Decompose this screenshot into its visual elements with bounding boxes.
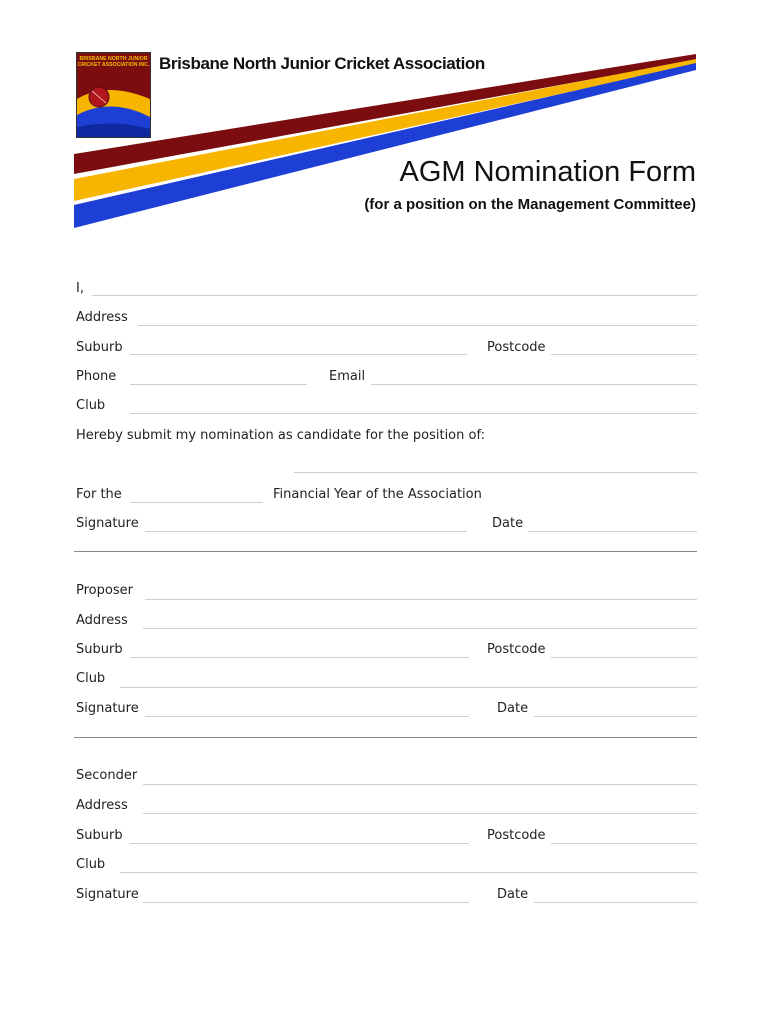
nominee-date-field[interactable] [528, 531, 697, 532]
seconder-suburb-label: Suburb [76, 828, 123, 843]
proposer-postcode-label: Postcode [487, 642, 546, 657]
phone-label: Phone [76, 369, 117, 384]
section-divider [74, 551, 697, 552]
i-label: I, [76, 281, 84, 296]
nominee-name-field[interactable] [92, 295, 697, 296]
for-the-label: For the [76, 487, 122, 502]
proposer-address-label: Address [76, 613, 128, 628]
seconder-postcode-field[interactable] [551, 843, 697, 844]
association-logo [76, 52, 151, 138]
seconder-date-field[interactable] [534, 902, 697, 903]
proposer-address-field[interactable] [143, 628, 697, 629]
nominee-signature-field[interactable] [145, 531, 467, 532]
email-label: Email [329, 369, 366, 384]
proposer-suburb-field[interactable] [130, 657, 469, 658]
nominee-suburb-field[interactable] [130, 354, 467, 355]
seconder-label: Seconder [76, 768, 138, 783]
nominee-phone-field[interactable] [130, 384, 307, 385]
seconder-club-label: Club [76, 857, 106, 872]
seconder-postcode-label: Postcode [487, 828, 546, 843]
seconder-name-field[interactable] [143, 784, 697, 785]
seconder-signature-label: Signature [76, 887, 139, 902]
nominee-club-field[interactable] [130, 413, 697, 414]
seconder-signature-field[interactable] [143, 902, 469, 903]
proposer-club-field[interactable] [120, 687, 697, 688]
logo-text: BRISBANE NORTH JUNIOR CRICKET ASSOCIATION INC. [77, 56, 150, 69]
nominee-address-field[interactable] [138, 325, 697, 326]
suburb-label: Suburb [76, 340, 123, 355]
proposer-label: Proposer [76, 583, 133, 598]
position-field[interactable] [294, 472, 697, 473]
nominee-postcode-field[interactable] [551, 354, 697, 355]
proposer-date-label: Date [497, 701, 529, 716]
club-label: Club [76, 398, 106, 413]
seconder-club-field[interactable] [120, 872, 697, 873]
date-label: Date [492, 516, 524, 531]
nomination-statement: Hereby submit my nomination as candidate for the position of: [76, 428, 485, 443]
seconder-address-field[interactable] [143, 813, 697, 814]
proposer-postcode-field[interactable] [551, 657, 697, 658]
proposer-signature-label: Signature [76, 701, 139, 716]
proposer-signature-field[interactable] [145, 716, 469, 717]
postcode-label: Postcode [487, 340, 546, 355]
page-title: AGM Nomination Form [399, 156, 696, 188]
seconder-address-label: Address [76, 798, 128, 813]
organization-name: Brisbane North Junior Cricket Association [159, 54, 485, 73]
section-divider [74, 737, 697, 738]
proposer-club-label: Club [76, 671, 106, 686]
address-label: Address [76, 310, 128, 325]
nominee-email-field[interactable] [371, 384, 697, 385]
cricket-ball-icon [77, 53, 150, 137]
proposer-name-field[interactable] [145, 599, 697, 600]
financial-year-label: Financial Year of the Association [273, 487, 482, 502]
year-field[interactable] [130, 502, 263, 503]
seconder-suburb-field[interactable] [130, 843, 469, 844]
proposer-date-field[interactable] [534, 716, 697, 717]
proposer-suburb-label: Suburb [76, 642, 123, 657]
seconder-date-label: Date [497, 887, 529, 902]
page-subtitle: (for a position on the Management Committee) [364, 196, 696, 213]
signature-label: Signature [76, 516, 139, 531]
